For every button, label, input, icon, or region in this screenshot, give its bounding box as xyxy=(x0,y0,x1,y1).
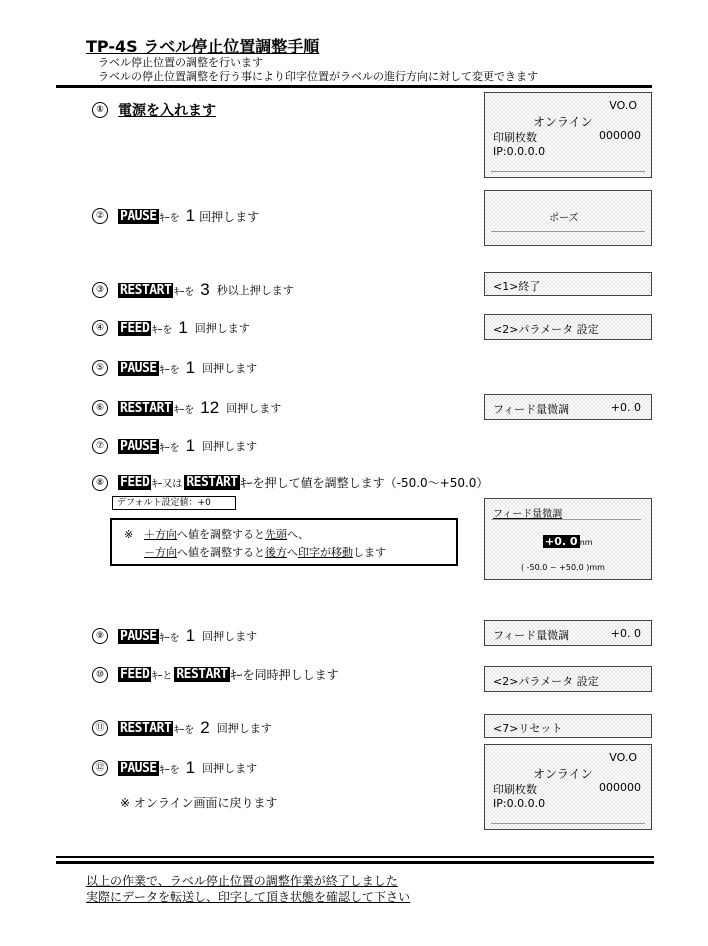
press-count: 2 xyxy=(200,718,210,737)
key-label: PAUSE xyxy=(120,208,157,224)
step-text: 回押します xyxy=(202,440,258,453)
lcd-menu-text: <1>終了 xyxy=(493,280,541,293)
press-count: 1 xyxy=(185,206,196,225)
step-number: ② xyxy=(92,208,108,224)
step-4 xyxy=(92,318,250,338)
note-minus-direction: －方向 xyxy=(144,546,177,559)
step-5 xyxy=(92,358,257,378)
bottom-rule-1 xyxy=(56,856,654,858)
step-11 xyxy=(92,718,272,738)
lcd-pause-text: ポーズ xyxy=(549,213,579,224)
subtitle-1: ラベル停止位置の調整を行います xyxy=(98,56,263,69)
lcd-detail-value: +0. 0 xyxy=(545,535,578,548)
lcd-menu-2 xyxy=(484,314,652,340)
note-text: へ xyxy=(287,546,298,559)
note-text: へ、 xyxy=(287,528,309,541)
note-text: へ値を調整すると xyxy=(177,546,265,559)
note-line-1 xyxy=(144,526,309,542)
press-count: 1 xyxy=(185,758,196,777)
footer-line-1: 以上の作業で、ラベル停止位置の調整作業が終了しました xyxy=(86,874,398,888)
step-10 xyxy=(92,666,341,683)
lcd-online-text: オンライン xyxy=(533,115,593,129)
lcd-underline xyxy=(491,823,645,824)
key-suffix: ｷｰを xyxy=(159,632,180,644)
step-number: ① xyxy=(92,102,108,118)
lcd-print-count: 000000 xyxy=(599,781,641,794)
lcd-version: VO.O xyxy=(609,99,637,112)
step-number: ③ xyxy=(92,282,108,298)
step-text: 回押します xyxy=(202,362,258,375)
key-suffix: ｷｰを xyxy=(159,364,180,376)
press-count: 1 xyxy=(185,358,196,377)
lcd-ip: IP:0.0.0.0 xyxy=(493,797,546,810)
key-label-2: RESTART xyxy=(186,475,238,490)
note-front: 先頭 xyxy=(265,528,287,541)
key-suffix: ｷｰを xyxy=(159,764,180,776)
key-suffix: ｷｰを xyxy=(159,212,180,224)
lcd-feed-adj-value: +0. 0 xyxy=(610,401,641,414)
press-count: 1 xyxy=(185,626,196,645)
note-plus-direction: ＋方向 xyxy=(144,528,177,541)
lcd-detail-title: フィード量微調 xyxy=(493,509,563,520)
key-suffix: ｷｰを xyxy=(174,404,195,416)
step-8 xyxy=(92,474,490,491)
step-text: ｷｰを同時押しします xyxy=(230,668,339,682)
key-label: PAUSE xyxy=(120,628,157,644)
lcd-detail-range: ( -50.0 ~ +50.0 )mm xyxy=(521,563,605,572)
lcd-menu-text: <2>パラメータ 設定 xyxy=(493,675,599,688)
lcd-feed-adj-label: フィード量微調 xyxy=(493,403,570,416)
page-title: TP-4S ラベル停止位置調整手順 xyxy=(86,37,320,56)
press-count: 3 xyxy=(200,280,210,299)
lcd-underline xyxy=(491,171,645,172)
key-label: FEED xyxy=(120,667,150,682)
lcd-feed-adj-label: フィード量微調 xyxy=(493,629,570,642)
step-12 xyxy=(92,758,257,778)
step-number: ⑩ xyxy=(92,667,108,683)
key-suffix: ｷｰを xyxy=(159,442,180,454)
lcd-ip: IP:0.0.0.0 xyxy=(493,145,546,158)
key-label: FEED xyxy=(120,320,150,336)
step-number: ⑥ xyxy=(92,400,108,416)
key-label: RESTART xyxy=(120,720,172,736)
lcd-underline xyxy=(491,519,641,520)
lcd-print-count-label: 印刷枚数 xyxy=(493,131,537,144)
note-text: します xyxy=(353,546,386,559)
lcd-print-count-label: 印刷枚数 xyxy=(493,783,537,796)
step-2 xyxy=(92,206,259,226)
step-number: ⑧ xyxy=(92,475,108,491)
press-count: 1 xyxy=(185,436,196,455)
lcd-underline xyxy=(491,231,645,232)
key-label: PAUSE xyxy=(120,438,157,454)
step-7 xyxy=(92,436,257,456)
top-rule xyxy=(56,85,652,88)
key-suffix: ｷｰを xyxy=(152,324,173,336)
note-rear: 後方 xyxy=(265,546,287,559)
lcd-online-screen-2 xyxy=(484,744,652,830)
lcd-menu-2b xyxy=(484,666,652,692)
key-label: RESTART xyxy=(120,282,172,298)
lcd-feed-adj-detail xyxy=(484,498,652,580)
lcd-online-screen xyxy=(484,92,652,178)
step-number: ⑫ xyxy=(92,760,108,776)
step-number: ⑪ xyxy=(92,720,108,736)
bottom-rule-2 xyxy=(56,861,654,864)
note-print-moves: 印字が移動 xyxy=(298,546,353,559)
step-text: 回押します xyxy=(202,762,258,775)
lcd-online-text: オンライン xyxy=(533,767,593,781)
lcd-feed-adj-2 xyxy=(484,620,652,646)
key-suffix: ｷｰを xyxy=(174,724,195,736)
step-text: 回押します xyxy=(194,322,250,335)
step-text: ｷｰを押して値を調整します（-50.0〜+50.0） xyxy=(240,476,489,490)
key-label: RESTART xyxy=(120,400,172,416)
press-count: 1 xyxy=(178,318,188,337)
lcd-feed-adj xyxy=(484,394,652,420)
lcd-menu-text: <7>リセット xyxy=(493,722,563,735)
key-label: FEED xyxy=(120,475,150,490)
note-mark: ※ xyxy=(124,528,134,541)
step-text: 回押します xyxy=(199,209,260,224)
key-label: PAUSE xyxy=(120,760,157,776)
lcd-menu-1 xyxy=(484,272,652,296)
footer-line-2: 実際にデータを転送し、印字して頂き状態を確認して下さい xyxy=(86,890,411,904)
key-suffix: ｷｰと xyxy=(152,671,173,682)
step-text: 秒以上押します xyxy=(216,284,294,297)
step-6 xyxy=(92,398,281,418)
lcd-menu-7 xyxy=(484,714,652,738)
lcd-version: VO.O xyxy=(609,751,637,764)
note-text: へ値を調整すると xyxy=(177,528,265,541)
step-12-note: ※ オンライン画面に戻ります xyxy=(120,796,278,810)
press-count: 12 xyxy=(200,398,220,417)
step-number: ④ xyxy=(92,320,108,336)
lcd-print-count: 000000 xyxy=(599,129,641,142)
lcd-menu-text: <2>パラメータ 設定 xyxy=(493,323,599,336)
step-text: 回押します xyxy=(226,402,282,415)
step-1 xyxy=(92,100,216,120)
step-text: 電源を入れます xyxy=(118,103,216,119)
key-label: PAUSE xyxy=(120,360,157,376)
lcd-detail-unit: mm xyxy=(577,538,593,547)
step-text: 回押します xyxy=(202,630,258,643)
step-text: 回押します xyxy=(216,722,272,735)
step-number: ⑤ xyxy=(92,360,108,376)
key-suffix: ｷｰ又は xyxy=(152,479,183,490)
step-3 xyxy=(92,280,294,300)
default-value-box: デフォルト設定値：+0 xyxy=(112,496,236,510)
note-box xyxy=(110,518,458,566)
step-number: ⑨ xyxy=(92,628,108,644)
step-number: ⑦ xyxy=(92,438,108,454)
subtitle-2: ラベルの停止位置調整を行う事により印字位置がラベルの進行方向に対して変更できます xyxy=(98,70,538,83)
key-label-2: RESTART xyxy=(176,667,228,682)
lcd-pause-screen xyxy=(484,190,652,246)
note-line-2 xyxy=(144,544,386,560)
step-9 xyxy=(92,626,257,646)
key-suffix: ｷｰを xyxy=(174,286,195,298)
lcd-feed-adj-value: +0. 0 xyxy=(610,627,641,640)
